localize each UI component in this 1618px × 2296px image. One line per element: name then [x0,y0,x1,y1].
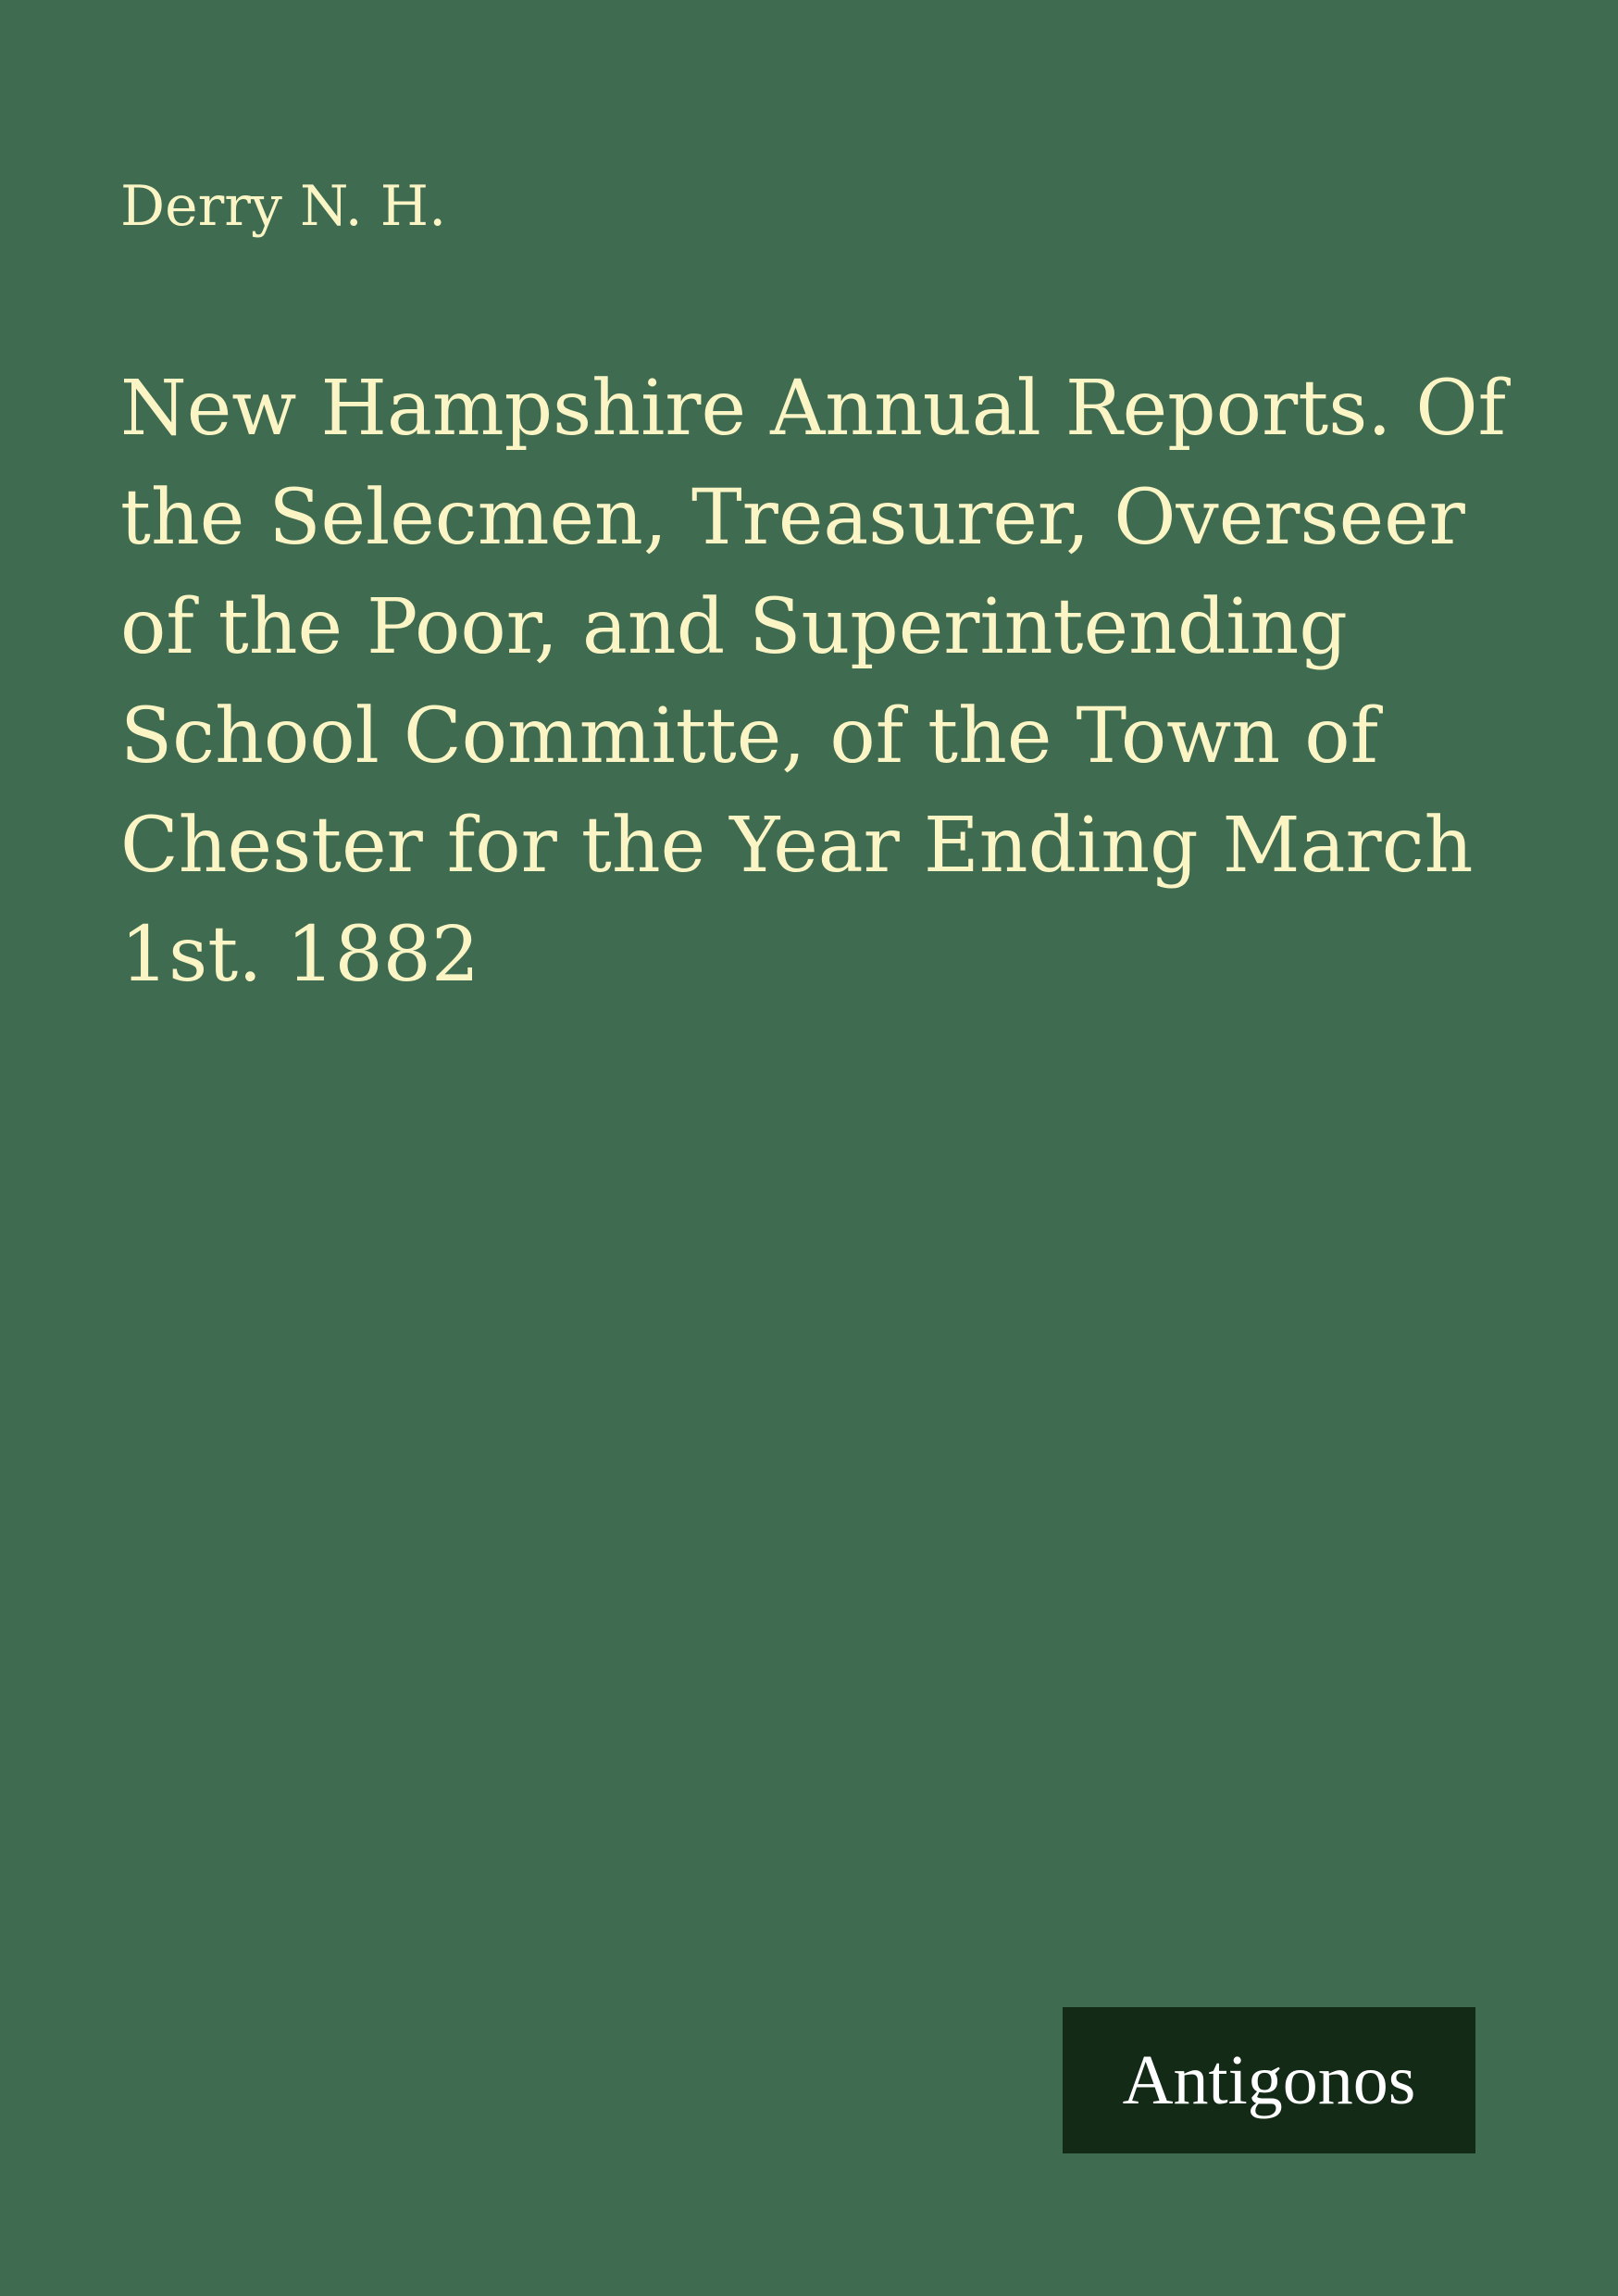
publisher-name: Antigonos [1122,2041,1416,2119]
publisher-badge [1063,2007,1475,2153]
book-title: New Hampshire Annual Reports. Of the Selecmen, Treasurer, Overseer of the Poor, and Superintending School Committe, of the Town of Chester for the Year Ending March 1st. 1882 [120,365,1506,999]
author-name: Derry N. H. [120,174,447,239]
